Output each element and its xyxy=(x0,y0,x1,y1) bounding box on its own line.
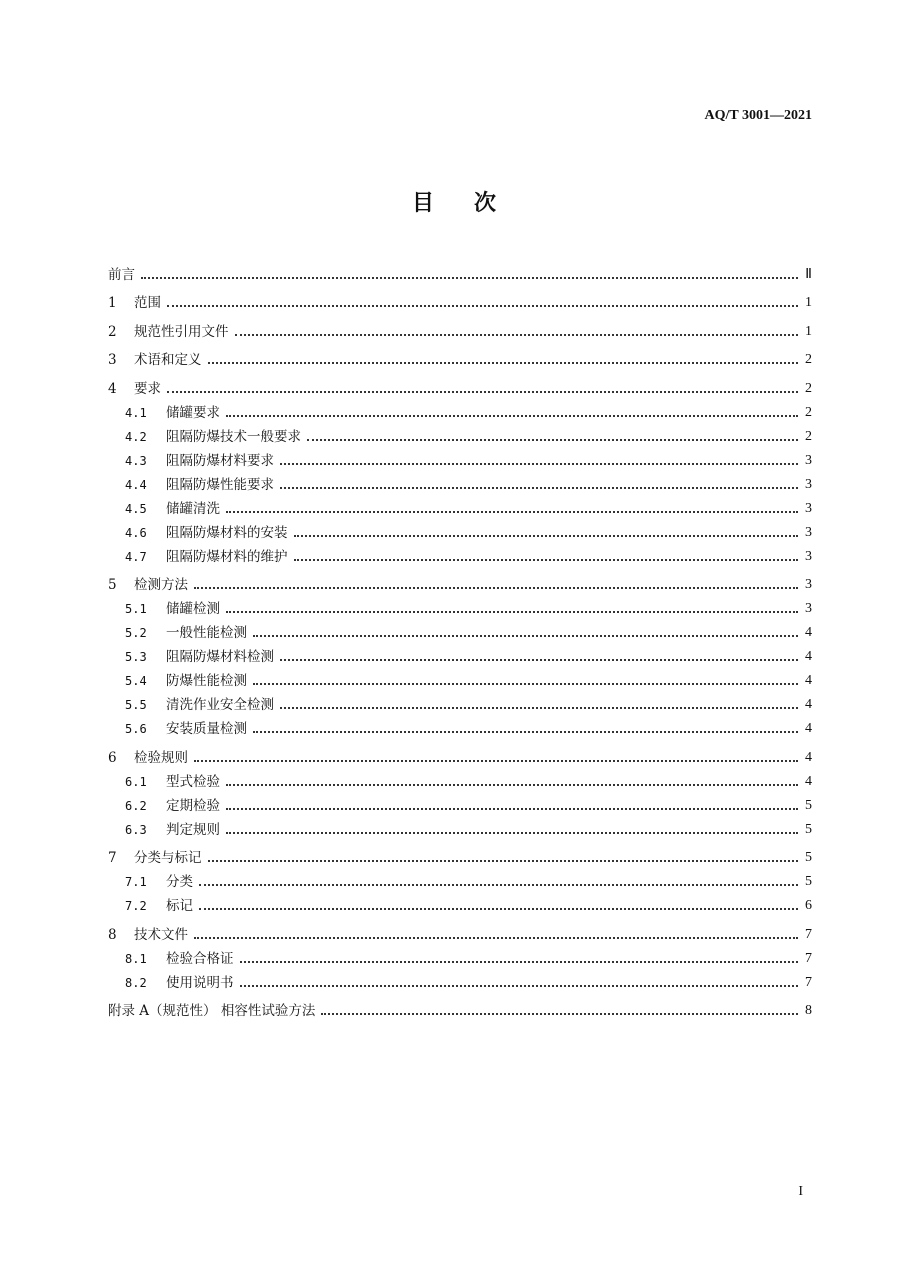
toc-entry-label: 阻隔防爆性能要求 xyxy=(166,476,274,493)
toc-entry[interactable] xyxy=(108,497,812,521)
toc-entry-label: 使用说明书 xyxy=(166,974,234,991)
toc-entry-page: 4 xyxy=(805,673,812,688)
toc-entry[interactable] xyxy=(108,818,812,842)
toc-leader-dots xyxy=(226,808,798,810)
toc-entry[interactable] xyxy=(108,894,812,918)
toc-entry[interactable] xyxy=(108,717,812,741)
toc-entry-label: 型式检验 xyxy=(166,773,220,790)
toc-entry-label: 附录 A（规范性） 相容性试验方法 xyxy=(108,1003,316,1019)
title-char-1: 目 xyxy=(411,191,434,216)
toc-entry-page: 2 xyxy=(805,428,812,444)
toc-leader-dots xyxy=(294,535,799,537)
toc-entry-label: 分类与标记 xyxy=(134,850,202,866)
toc-entry-number: 4 xyxy=(108,380,117,397)
toc-entry-label: 储罐清洗 xyxy=(166,500,220,517)
toc-entry-number: 5.5 xyxy=(125,698,147,712)
toc-entry-page: 6 xyxy=(805,898,812,913)
toc-entry-page: 7 xyxy=(805,950,812,966)
toc-leader-dots xyxy=(280,487,798,489)
table-of-contents xyxy=(108,258,812,1023)
toc-entry-label: 清洗作业安全检测 xyxy=(166,697,274,713)
toc-entry-page: 8 xyxy=(805,1003,812,1018)
toc-entry-page: 5 xyxy=(805,850,812,865)
toc-entry[interactable] xyxy=(108,995,812,1024)
toc-entry[interactable] xyxy=(108,918,812,947)
toc-entry-number: 4.7 xyxy=(125,549,147,564)
toc-entry-number: 8.2 xyxy=(125,975,147,990)
toc-entry-page: 7 xyxy=(805,926,812,942)
toc-entry-label: 技术文件 xyxy=(134,926,188,943)
toc-leader-dots xyxy=(226,611,798,613)
toc-entry-page: 5 xyxy=(805,821,812,837)
toc-entry[interactable] xyxy=(108,971,812,995)
toc-leader-dots xyxy=(199,884,798,886)
toc-entry-label: 阻隔防爆材料的安装 xyxy=(166,524,288,541)
toc-entry[interactable] xyxy=(108,545,812,569)
toc-leader-dots xyxy=(208,362,799,364)
toc-entry-label: 储罐要求 xyxy=(166,404,220,421)
toc-leader-dots xyxy=(199,908,798,910)
toc-leader-dots xyxy=(141,277,798,279)
toc-entry[interactable] xyxy=(108,693,812,717)
toc-entry-number: 6.1 xyxy=(125,774,147,789)
toc-entry-number: 7 xyxy=(108,850,117,866)
toc-leader-dots xyxy=(294,559,799,561)
toc-leader-dots xyxy=(280,463,798,465)
toc-entry[interactable] xyxy=(108,287,812,316)
toc-leader-dots xyxy=(280,659,798,661)
toc-leader-dots xyxy=(307,439,798,441)
toc-entry-label: 安装质量检测 xyxy=(166,721,247,737)
toc-entry[interactable] xyxy=(108,401,812,425)
toc-leader-dots xyxy=(226,784,798,786)
toc-entry[interactable] xyxy=(108,569,812,598)
toc-entry[interactable] xyxy=(108,315,812,344)
toc-leader-dots xyxy=(226,832,798,834)
toc-leader-dots xyxy=(226,511,798,513)
toc-entry-number: 5.6 xyxy=(125,722,147,736)
toc-entry[interactable] xyxy=(108,344,812,373)
toc-entry-page: 3 xyxy=(805,524,812,540)
toc-entry-number: 4.2 xyxy=(125,429,147,444)
toc-leader-dots xyxy=(194,587,798,589)
toc-entry-number: 5 xyxy=(108,577,117,593)
page-title xyxy=(0,186,908,217)
toc-entry-page: 4 xyxy=(805,749,812,765)
toc-entry-label: 阻隔防爆材料检测 xyxy=(166,649,274,665)
toc-entry-page: Ⅱ xyxy=(805,266,812,282)
toc-entry-number: 1 xyxy=(108,295,117,311)
toc-entry-label: 防爆性能检测 xyxy=(166,673,247,689)
toc-entry[interactable] xyxy=(108,947,812,971)
toc-entry-number: 8 xyxy=(108,926,117,943)
toc-entry[interactable] xyxy=(108,870,812,894)
toc-entry-page: 2 xyxy=(805,404,812,420)
toc-leader-dots xyxy=(226,415,798,417)
toc-entry-label: 术语和定义 xyxy=(134,352,202,368)
toc-entry-page: 5 xyxy=(805,797,812,813)
toc-entry-label: 储罐检测 xyxy=(166,601,220,617)
toc-entry-label: 范围 xyxy=(134,295,161,311)
toc-entry-page: 2 xyxy=(805,352,812,367)
toc-entry[interactable] xyxy=(108,372,812,401)
toc-entry-page: 3 xyxy=(805,601,812,616)
toc-entry-number: 7.2 xyxy=(125,899,147,913)
toc-leader-dots xyxy=(240,985,799,987)
toc-entry-page: 3 xyxy=(805,500,812,516)
toc-entry-page: 7 xyxy=(805,974,812,990)
toc-entry-page: 4 xyxy=(805,625,812,640)
toc-entry-label: 定期检验 xyxy=(166,797,220,814)
title-char-2: 次 xyxy=(474,191,497,216)
toc-leader-dots xyxy=(240,961,799,963)
toc-leader-dots xyxy=(167,391,798,393)
toc-entry-number: 4.4 xyxy=(125,477,147,492)
toc-entry-label: 阻隔防爆技术一般要求 xyxy=(166,428,301,445)
toc-entry-number: 6.3 xyxy=(125,822,147,837)
toc-entry-page: 2 xyxy=(805,380,812,396)
toc-entry-page: 3 xyxy=(805,476,812,492)
toc-entry-number: 3 xyxy=(108,352,117,368)
toc-entry[interactable] xyxy=(108,669,812,693)
toc-entry[interactable] xyxy=(108,770,812,794)
toc-entry[interactable] xyxy=(108,425,812,449)
toc-entry-page: 1 xyxy=(805,295,812,310)
toc-leader-dots xyxy=(235,334,799,336)
toc-entry-label: 前言 xyxy=(108,266,135,283)
toc-entry-number: 5.3 xyxy=(125,650,147,664)
toc-entry-number: 4.1 xyxy=(125,405,147,420)
toc-entry-number: 8.1 xyxy=(125,951,147,966)
toc-leader-dots xyxy=(253,635,798,637)
toc-entry-label: 检测方法 xyxy=(134,577,188,593)
toc-entry-page: 4 xyxy=(805,721,812,736)
toc-entry-page: 3 xyxy=(805,577,812,592)
toc-entry-page: 5 xyxy=(805,874,812,889)
toc-entry[interactable] xyxy=(108,842,812,871)
toc-entry-label: 分类 xyxy=(166,874,193,890)
toc-leader-dots xyxy=(321,1013,798,1015)
toc-leader-dots xyxy=(167,305,798,307)
toc-entry-number: 5.2 xyxy=(125,626,147,640)
toc-entry-page: 3 xyxy=(805,452,812,468)
toc-entry-label: 规范性引用文件 xyxy=(134,323,229,340)
footer-page-number: I xyxy=(798,1184,803,1199)
toc-entry-label: 要求 xyxy=(134,380,161,397)
toc-entry-number: 4.3 xyxy=(125,453,147,468)
toc-entry[interactable] xyxy=(108,449,812,473)
toc-entry-page: 4 xyxy=(805,697,812,712)
toc-entry[interactable] xyxy=(108,258,812,287)
toc-leader-dots xyxy=(194,760,798,762)
toc-entry-number: 6.2 xyxy=(125,798,147,813)
toc-entry-label: 判定规则 xyxy=(166,821,220,838)
toc-entry-label: 检验规则 xyxy=(134,749,188,766)
standard-code: AQ/T 3001—2021 xyxy=(704,108,812,123)
toc-entry-number: 6 xyxy=(108,749,117,766)
toc-entry-number: 4.5 xyxy=(125,501,147,516)
toc-entry[interactable] xyxy=(108,473,812,497)
toc-leader-dots xyxy=(253,683,798,685)
toc-entry-number: 5.1 xyxy=(125,602,147,616)
toc-entry-label: 检验合格证 xyxy=(166,950,234,967)
toc-leader-dots xyxy=(208,860,799,862)
toc-entry[interactable] xyxy=(108,621,812,645)
toc-entry-page: 4 xyxy=(805,773,812,789)
toc-entry-label: 阻隔防爆材料要求 xyxy=(166,452,274,469)
toc-entry-page: 3 xyxy=(805,548,812,564)
toc-entry-number: 7.1 xyxy=(125,875,147,889)
toc-entry[interactable] xyxy=(108,597,812,621)
toc-entry-number: 4.6 xyxy=(125,525,147,540)
toc-entry-label: 阻隔防爆材料的维护 xyxy=(166,548,288,565)
toc-entry-label: 一般性能检测 xyxy=(166,625,247,641)
toc-entry[interactable] xyxy=(108,794,812,818)
toc-leader-dots xyxy=(253,731,798,733)
toc-entry-number: 5.4 xyxy=(125,674,147,688)
toc-entry-page: 1 xyxy=(805,323,812,339)
toc-leader-dots xyxy=(280,707,798,709)
toc-leader-dots xyxy=(194,937,798,939)
toc-entry[interactable] xyxy=(108,741,812,770)
toc-entry[interactable] xyxy=(108,521,812,545)
toc-entry[interactable] xyxy=(108,645,812,669)
toc-entry-number: 2 xyxy=(108,323,117,340)
toc-entry-label: 标记 xyxy=(166,898,193,914)
toc-entry-page: 4 xyxy=(805,649,812,664)
